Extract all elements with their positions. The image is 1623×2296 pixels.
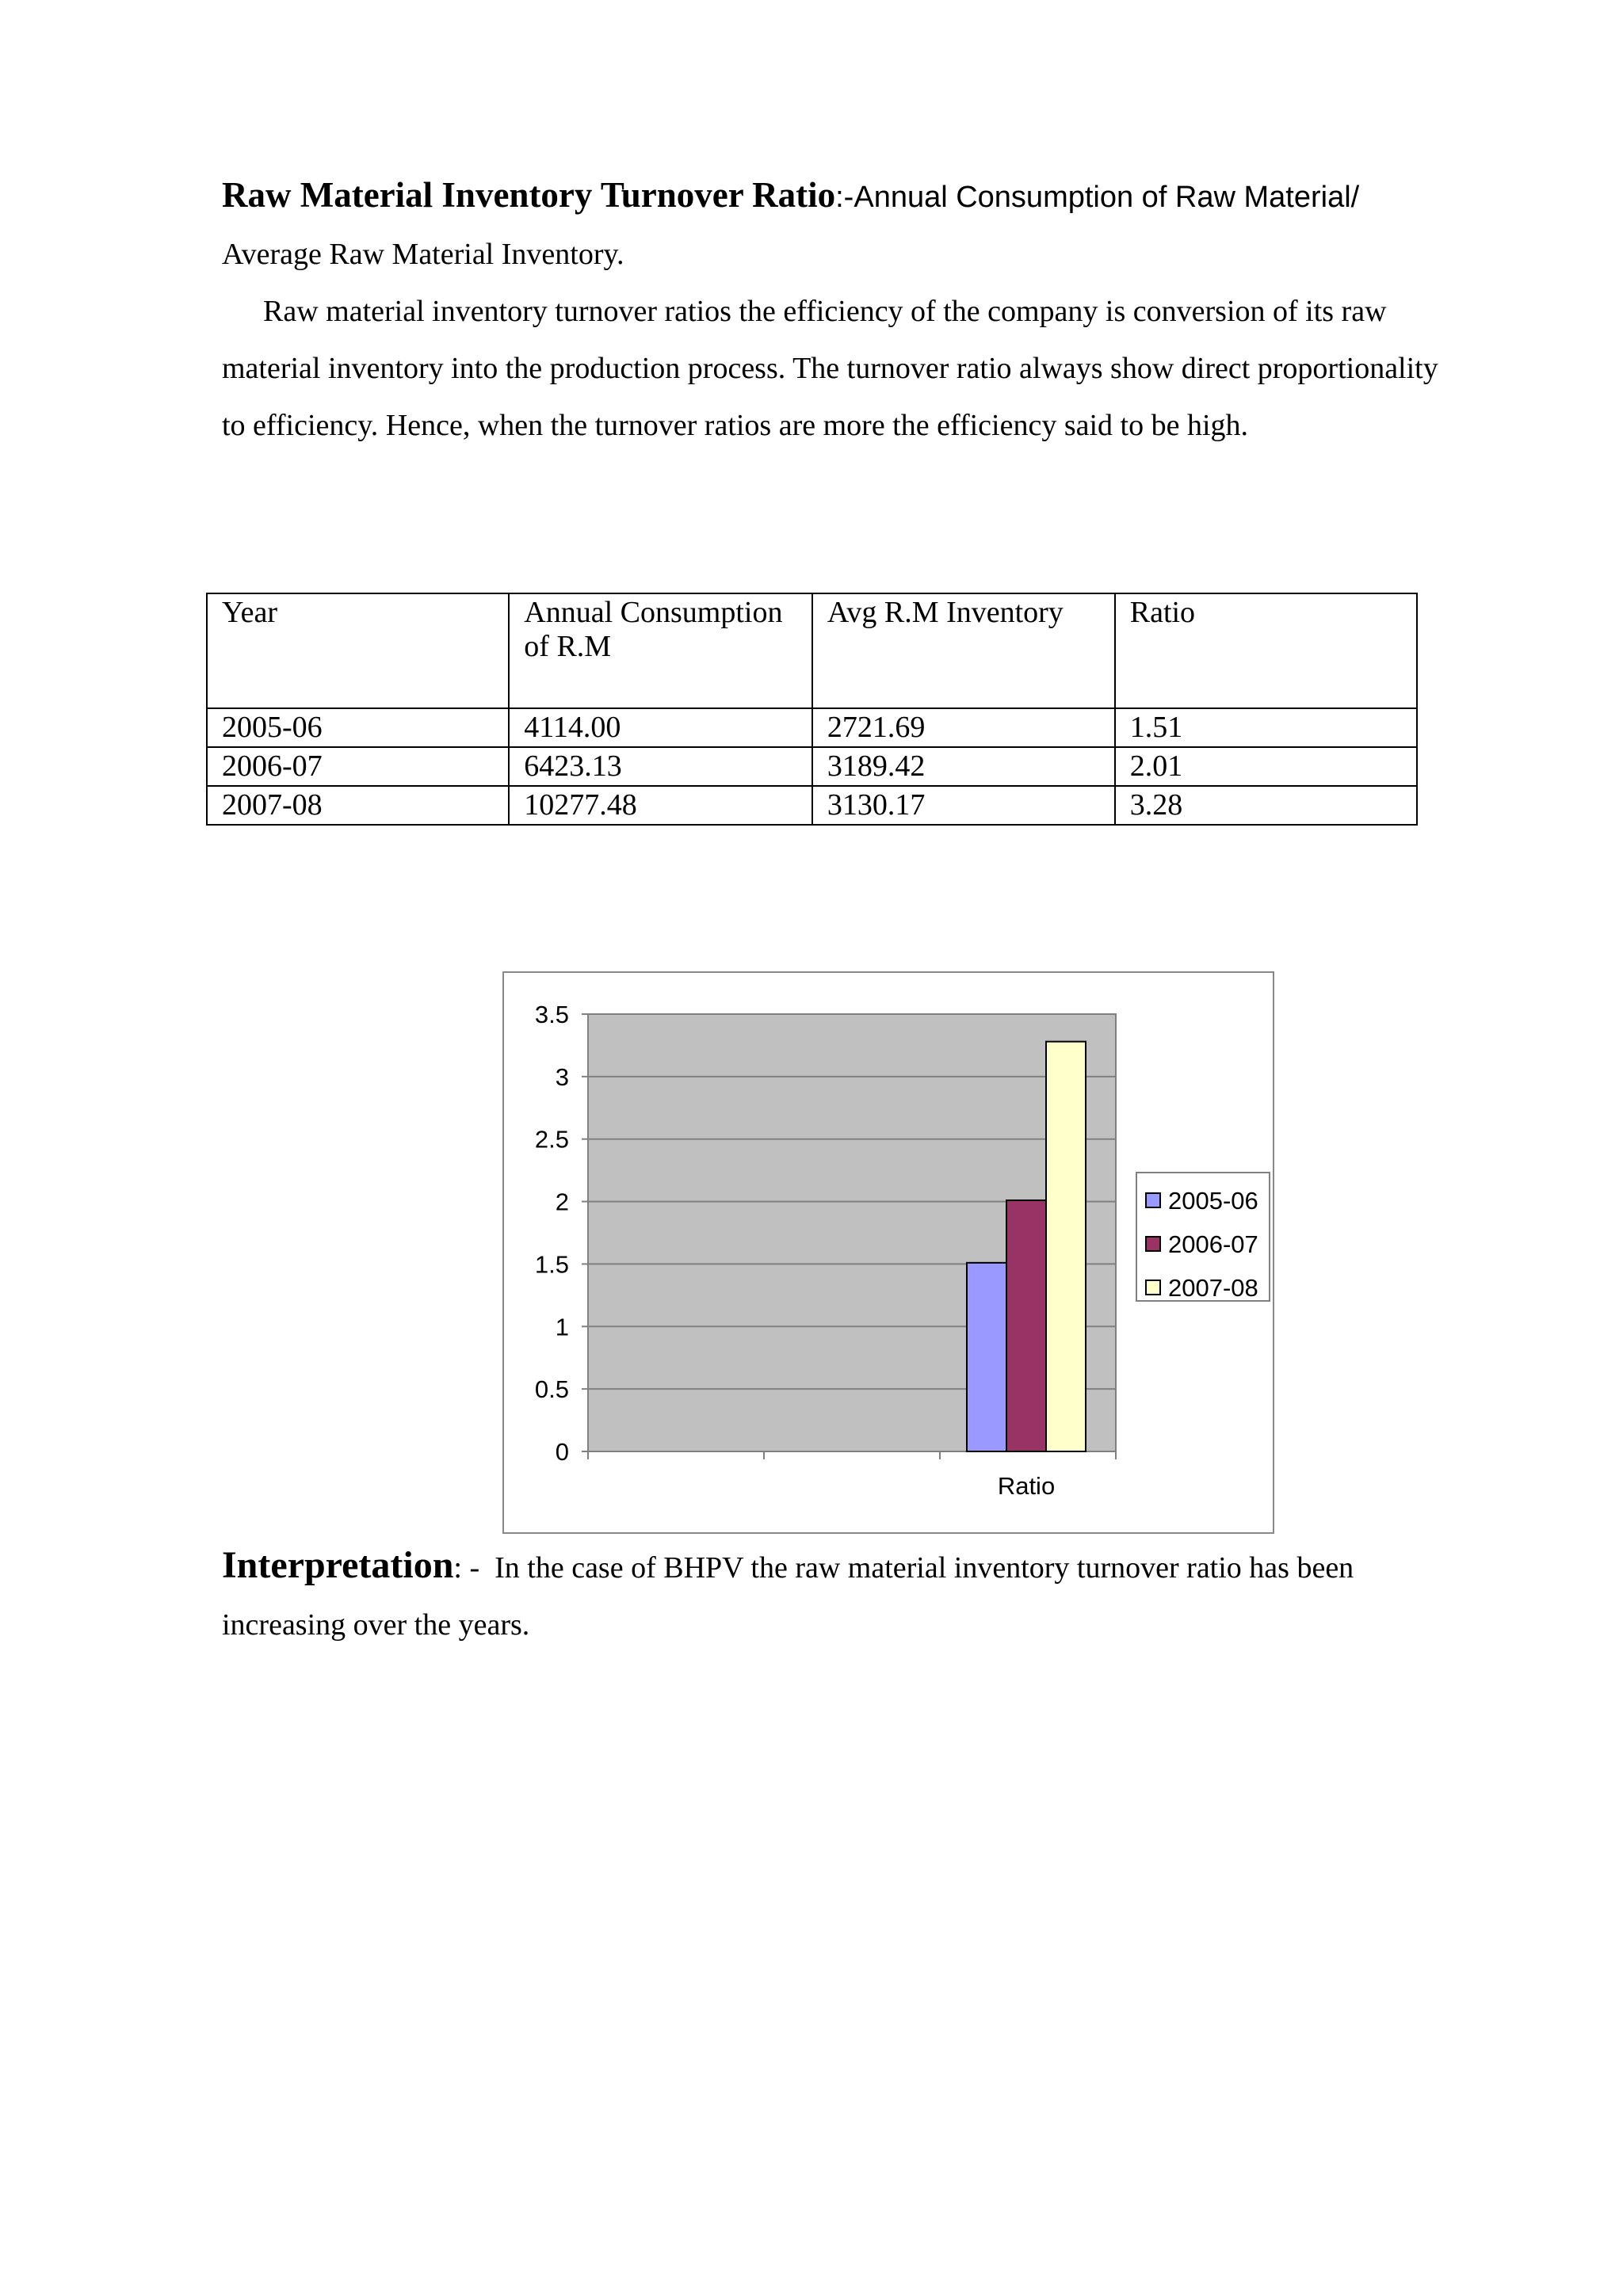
header-avg-inventory: Avg R.M Inventory (812, 593, 1115, 708)
x-category-label: Ratio (997, 1472, 1056, 1500)
legend-label: 2005-06 (1168, 1187, 1258, 1215)
table-row (207, 747, 1417, 786)
table-cell: 3.28 (1115, 786, 1417, 825)
interpretation-text: In the case of BHPV the raw material inventory turnover ratio has been increasing over the years. (222, 1551, 1354, 1642)
interpretation-section (222, 1537, 1442, 1653)
table-cell: 10277.48 (509, 786, 812, 825)
table-cell: 6423.13 (509, 747, 812, 786)
intro-section (222, 166, 1442, 454)
heading-separator: :- (835, 181, 854, 214)
header-year: Year (207, 593, 509, 708)
table-cell: 3130.17 (812, 786, 1115, 825)
table-cell: 2005-06 (207, 708, 509, 747)
legend-swatch (1146, 1280, 1160, 1295)
section-heading: Raw Material Inventory Turnover Ratio (222, 175, 836, 215)
y-tick-label: 0.5 (534, 1375, 569, 1404)
y-tick-label: 1 (555, 1313, 569, 1341)
ratio-table (206, 593, 1418, 826)
table-cell: 2006-07 (207, 747, 509, 786)
y-tick-label: 0 (555, 1438, 569, 1466)
header-annual-consumption: Annual Consumption of R.M (509, 593, 812, 708)
table-cell: 3189.42 (812, 747, 1115, 786)
legend-swatch (1146, 1237, 1160, 1251)
legend-label: 2006-07 (1168, 1230, 1258, 1258)
ratio-bar-chart (502, 971, 1274, 1534)
bar-2005-06 (967, 1263, 1006, 1451)
y-tick-label: 3.5 (534, 1001, 569, 1028)
legend-swatch (1146, 1193, 1160, 1207)
y-tick-label: 2.5 (534, 1125, 569, 1154)
bar-2007-08 (1046, 1042, 1086, 1451)
formula-line (222, 166, 1442, 226)
interpretation-heading: Interpretation (222, 1544, 454, 1586)
formula-denominator: Average Raw Material Inventory. (222, 238, 624, 271)
intro-paragraph: Raw material inventory turnover ratios the efficiency of the company is conversion of its raw material inventory into the production process. The turnover ratio always show direct proportionality to efficiency. Hence, when the turnover ratios are more the efficiency said to be high. (222, 295, 1438, 442)
intro-paragraph-wrap (222, 283, 1442, 454)
table-cell: 2007-08 (207, 786, 509, 825)
bar-2006-07 (1006, 1200, 1046, 1451)
table-cell: 1.51 (1115, 708, 1417, 747)
table-cell: 4114.00 (509, 708, 812, 747)
table-cell: 2.01 (1115, 747, 1417, 786)
y-tick-label: 2 (555, 1188, 569, 1216)
y-tick-label: 1.5 (534, 1250, 569, 1279)
table-header-row (207, 593, 1417, 708)
table-row (207, 786, 1417, 825)
y-tick-label: 3 (555, 1062, 569, 1091)
header-ratio: Ratio (1115, 593, 1417, 708)
table-row (207, 708, 1417, 747)
formula-numerator: Annual Consumption of Raw Material/ (854, 181, 1360, 214)
interpretation-separator: : - (453, 1551, 480, 1585)
table-cell: 2721.69 (812, 708, 1115, 747)
legend-label: 2007-08 (1168, 1274, 1258, 1302)
